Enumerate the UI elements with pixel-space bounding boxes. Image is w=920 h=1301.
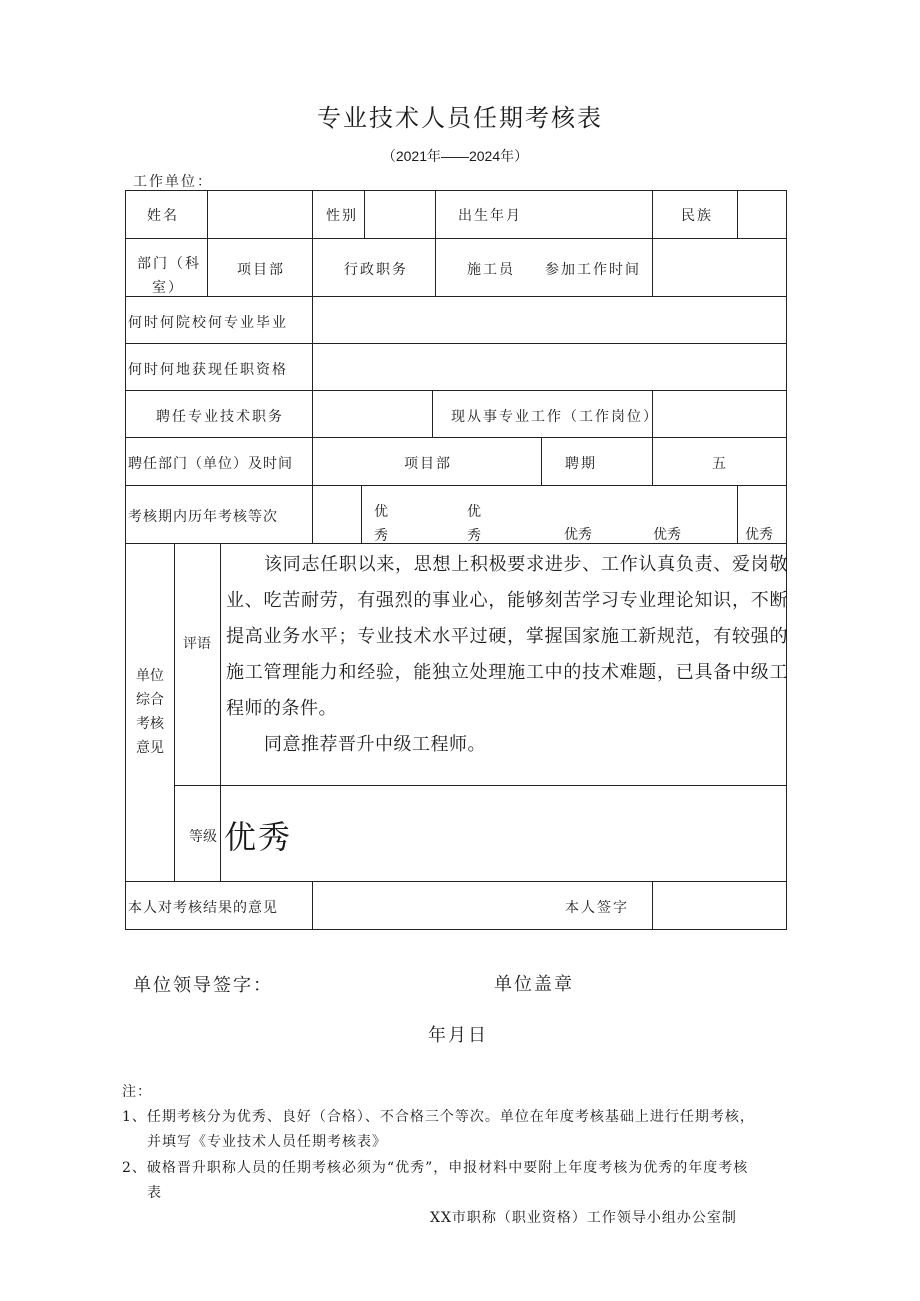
comment-text xyxy=(226,547,788,763)
period-range: （2021年——2024年） xyxy=(381,148,529,164)
unit-opinion-label: 单位综合考核意见 xyxy=(136,668,164,756)
annual-grade-5: 优秀 xyxy=(745,527,773,543)
annual-grade-4: 优秀 xyxy=(653,527,681,543)
admin-post-value: 施工员 xyxy=(467,262,515,278)
note-2-line2: 表 xyxy=(147,1185,162,1201)
qualification-label: 何时何地获现任职资格 xyxy=(128,362,288,378)
annual-grade-1: 优秀 xyxy=(374,504,388,544)
comment-paragraph-1: 该同志任职以来，思想上积极要求进步、工作认真负责、爱岗敬业、吃苦耐劳，有强烈的事业心，能够刻苦学习专业理论知识，不断提高业务水平；专业技术水平过硬，掌握国家施工新规范，有较强的施工管理能力和经验，能独立处理施工中的技术难题，已具备中级工程师的条件。 xyxy=(226,554,788,719)
notes-header: 注： xyxy=(122,1084,152,1100)
self-sign-label: 本人签字 xyxy=(565,900,629,916)
form-title: 专业技术人员任期考核表 xyxy=(317,104,603,132)
unit-seal-label: 单位盖章 xyxy=(494,974,574,995)
appoint-dept-value: 项目部 xyxy=(404,456,452,472)
note-2-line1: 2、破格晋升职称人员的任期考核必须为“优秀”，申报材料中要附上年度考核为优秀的年度考核 xyxy=(122,1160,749,1176)
birth-date-label: 出生年月 xyxy=(458,208,522,224)
graduation-label: 何时何院校何专业毕业 xyxy=(128,315,288,331)
term-value: 五 xyxy=(712,456,728,472)
department-label-line2: 室） xyxy=(152,280,184,296)
work-unit-label: 工作单位： xyxy=(133,174,213,190)
note-1-line1: 1、任期考核分为优秀、良好（合格）、不合格三个等次。单位在年度考核基础上进行任期考核， xyxy=(122,1109,755,1125)
self-opinion-label: 本人对考核结果的意见 xyxy=(128,900,278,916)
admin-post-label: 行政职务 xyxy=(344,262,408,278)
tech-post-label: 聘任专业技术职务 xyxy=(156,409,284,425)
issuer-line: XX市职称（职业资格）工作领导小组办公室制 xyxy=(430,1210,737,1226)
ethnicity-label: 民族 xyxy=(681,208,713,224)
department-label-line1: 部门（科 xyxy=(137,256,201,272)
appoint-dept-label: 聘任部门（单位）及时间 xyxy=(128,456,293,472)
annual-grade-3: 优秀 xyxy=(564,527,592,543)
grade-value: 优秀 xyxy=(224,818,293,856)
annual-grade-2: 优秀 xyxy=(467,504,481,544)
date-label: 年月日 xyxy=(428,1025,488,1046)
comment-paragraph-2: 同意推荐晋升中级工程师。 xyxy=(264,734,486,755)
current-work-label: 现从事专业工作（工作岗位） xyxy=(451,409,659,425)
term-label: 聘期 xyxy=(565,456,597,472)
work-start-label: 参加工作时间 xyxy=(545,262,641,278)
gender-label: 性别 xyxy=(326,208,358,224)
note-1-line2: 并填写《专业技术人员任期考核表》 xyxy=(147,1134,387,1150)
name-label: 姓名 xyxy=(147,208,179,224)
leader-signature-label: 单位领导签字： xyxy=(133,975,273,996)
grade-label: 等级 xyxy=(189,829,217,845)
annual-grades-label: 考核期内历年考核等次 xyxy=(128,509,278,525)
comment-label: 评语 xyxy=(183,636,211,652)
department-value: 项目部 xyxy=(237,262,285,278)
